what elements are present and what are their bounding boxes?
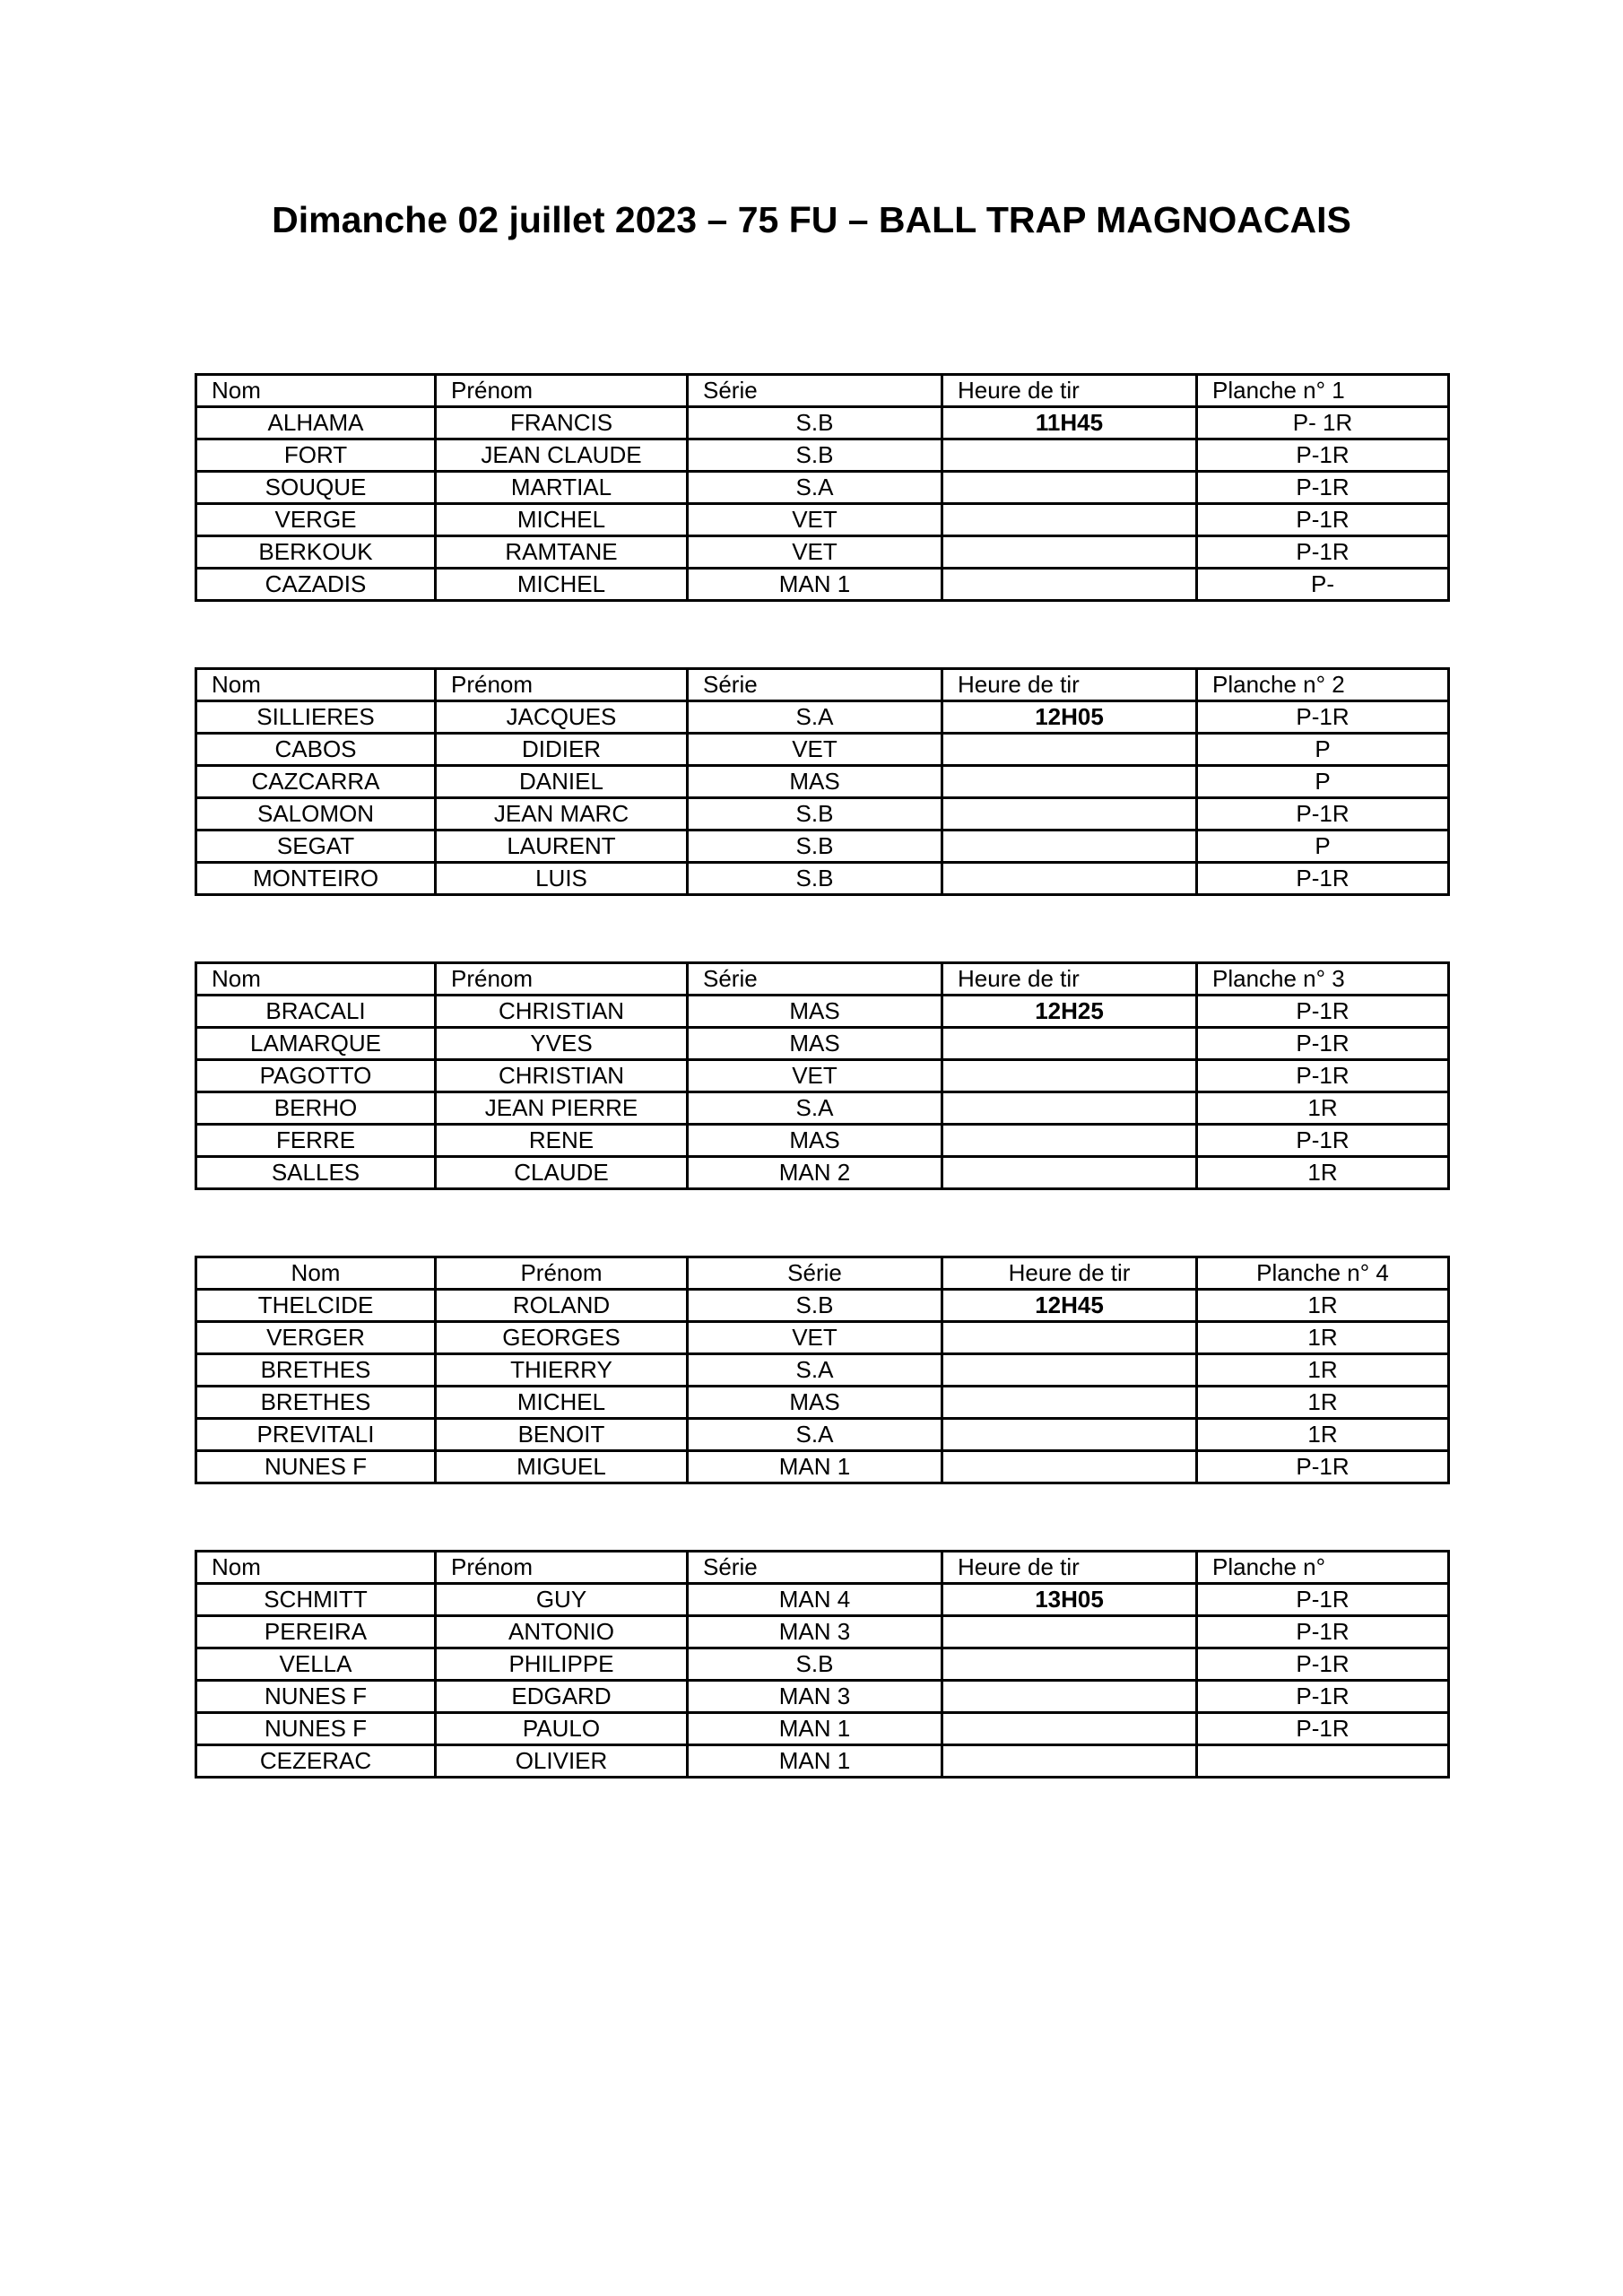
table-row — [196, 439, 1449, 472]
cell-prenom: GEORGES — [436, 1322, 688, 1354]
cell-prenom: JEAN MARC — [436, 798, 688, 831]
cell-planche: P-1R — [1197, 863, 1449, 895]
cell-prenom: YVES — [436, 1028, 688, 1060]
cell-nom: CEZERAC — [196, 1745, 436, 1778]
page-title: Dimanche 02 juillet 2023 – 75 FU – BALL TRAP MAGNOACAIS — [272, 199, 1351, 240]
planche-table-4 — [195, 1256, 1450, 1484]
cell-heure-de-tir — [942, 536, 1197, 569]
cell-prenom: JACQUES — [436, 701, 688, 734]
table-row — [196, 996, 1449, 1028]
header-heure-de-tir: Heure de tir — [942, 963, 1197, 996]
planche-table-3 — [195, 961, 1450, 1190]
header-planche: Planche n° — [1197, 1552, 1449, 1584]
cell-serie: S.B — [688, 407, 942, 439]
table-row — [196, 472, 1449, 504]
header-nom: Nom — [196, 1257, 436, 1290]
cell-nom: FERRE — [196, 1125, 436, 1157]
table-row — [196, 569, 1449, 601]
header-serie: Série — [688, 1552, 942, 1584]
table-row — [196, 1125, 1449, 1157]
cell-serie: VET — [688, 504, 942, 536]
cell-heure-de-tir: 12H45 — [942, 1290, 1197, 1322]
cell-prenom: EDGARD — [436, 1681, 688, 1713]
cell-heure-de-tir: 13H05 — [942, 1584, 1197, 1616]
cell-prenom: JEAN PIERRE — [436, 1092, 688, 1125]
cell-planche: P-1R — [1197, 1681, 1449, 1713]
cell-nom: PAGOTTO — [196, 1060, 436, 1092]
cell-heure-de-tir — [942, 766, 1197, 798]
cell-planche: 1R — [1197, 1157, 1449, 1189]
cell-planche: P-1R — [1197, 1125, 1449, 1157]
cell-planche: P-1R — [1197, 504, 1449, 536]
cell-prenom: FRANCIS — [436, 407, 688, 439]
planche-tables — [195, 373, 1447, 1844]
cell-heure-de-tir — [942, 504, 1197, 536]
table-row — [196, 1648, 1449, 1681]
cell-prenom: PAULO — [436, 1713, 688, 1745]
cell-serie: S.B — [688, 439, 942, 472]
cell-planche: P-1R — [1197, 1028, 1449, 1060]
cell-nom: SILLIERES — [196, 701, 436, 734]
cell-serie: S.A — [688, 1419, 942, 1451]
cell-prenom: OLIVIER — [436, 1745, 688, 1778]
header-serie: Série — [688, 669, 942, 701]
header-heure-de-tir: Heure de tir — [942, 1257, 1197, 1290]
cell-prenom: RENE — [436, 1125, 688, 1157]
cell-prenom: BENOIT — [436, 1419, 688, 1451]
cell-planche: P-1R — [1197, 1648, 1449, 1681]
table-row — [196, 504, 1449, 536]
cell-serie: S.A — [688, 1092, 942, 1125]
table-row — [196, 536, 1449, 569]
table-row — [196, 1713, 1449, 1745]
cell-nom: PEREIRA — [196, 1616, 436, 1648]
cell-prenom: MICHEL — [436, 504, 688, 536]
cell-planche — [1197, 1745, 1449, 1778]
cell-nom: BERHO — [196, 1092, 436, 1125]
cell-serie: MAN 3 — [688, 1681, 942, 1713]
cell-planche: P-1R — [1197, 798, 1449, 831]
cell-planche: P — [1197, 831, 1449, 863]
cell-planche: P-1R — [1197, 1713, 1449, 1745]
cell-serie: S.B — [688, 798, 942, 831]
header-heure-de-tir: Heure de tir — [942, 1552, 1197, 1584]
cell-prenom: CHRISTIAN — [436, 996, 688, 1028]
cell-nom: VERGE — [196, 504, 436, 536]
table-row — [196, 701, 1449, 734]
header-nom: Nom — [196, 669, 436, 701]
cell-nom: NUNES F — [196, 1681, 436, 1713]
cell-nom: LAMARQUE — [196, 1028, 436, 1060]
planche-table-5 — [195, 1550, 1450, 1779]
table-row — [196, 831, 1449, 863]
cell-serie: MAN 1 — [688, 1745, 942, 1778]
cell-serie: S.B — [688, 1290, 942, 1322]
cell-heure-de-tir: 11H45 — [942, 407, 1197, 439]
cell-planche: 1R — [1197, 1092, 1449, 1125]
cell-planche: P-1R — [1197, 1584, 1449, 1616]
cell-serie: S.B — [688, 831, 942, 863]
cell-planche: P- 1R — [1197, 407, 1449, 439]
cell-serie: MAS — [688, 1387, 942, 1419]
cell-planche: P-1R — [1197, 1616, 1449, 1648]
cell-planche: 1R — [1197, 1290, 1449, 1322]
table-row — [196, 1092, 1449, 1125]
cell-planche: P-1R — [1197, 1451, 1449, 1483]
cell-nom: SCHMITT — [196, 1584, 436, 1616]
cell-heure-de-tir — [942, 472, 1197, 504]
cell-planche: 1R — [1197, 1354, 1449, 1387]
table-row — [196, 1060, 1449, 1092]
cell-nom: NUNES F — [196, 1713, 436, 1745]
cell-nom: THELCIDE — [196, 1290, 436, 1322]
cell-prenom: MICHEL — [436, 1387, 688, 1419]
cell-nom: CABOS — [196, 734, 436, 766]
cell-heure-de-tir — [942, 439, 1197, 472]
cell-heure-de-tir: 12H05 — [942, 701, 1197, 734]
cell-nom: NUNES F — [196, 1451, 436, 1483]
header-heure-de-tir: Heure de tir — [942, 375, 1197, 407]
cell-nom: ALHAMA — [196, 407, 436, 439]
table-row — [196, 1290, 1449, 1322]
cell-heure-de-tir — [942, 1354, 1197, 1387]
table-header-row — [196, 1257, 1449, 1290]
cell-prenom: RAMTANE — [436, 536, 688, 569]
table-header-row — [196, 375, 1449, 407]
table-row — [196, 1681, 1449, 1713]
header-planche: Planche n° 3 — [1197, 963, 1449, 996]
cell-prenom: MARTIAL — [436, 472, 688, 504]
cell-nom: PREVITALI — [196, 1419, 436, 1451]
header-prenom: Prénom — [436, 669, 688, 701]
table-header-row — [196, 1552, 1449, 1584]
planche-table-1 — [195, 373, 1450, 602]
cell-planche: 1R — [1197, 1387, 1449, 1419]
cell-prenom: CHRISTIAN — [436, 1060, 688, 1092]
cell-heure-de-tir — [942, 1060, 1197, 1092]
cell-heure-de-tir — [942, 1419, 1197, 1451]
header-prenom: Prénom — [436, 375, 688, 407]
cell-nom: FORT — [196, 439, 436, 472]
cell-planche: 1R — [1197, 1322, 1449, 1354]
cell-serie: S.A — [688, 1354, 942, 1387]
cell-heure-de-tir — [942, 1092, 1197, 1125]
cell-serie: MAN 3 — [688, 1616, 942, 1648]
cell-prenom: ROLAND — [436, 1290, 688, 1322]
cell-serie: S.B — [688, 1648, 942, 1681]
cell-heure-de-tir — [942, 1157, 1197, 1189]
cell-serie: VET — [688, 734, 942, 766]
cell-prenom: LUIS — [436, 863, 688, 895]
cell-nom: VELLA — [196, 1648, 436, 1681]
cell-heure-de-tir — [942, 1322, 1197, 1354]
cell-prenom: ANTONIO — [436, 1616, 688, 1648]
cell-prenom: CLAUDE — [436, 1157, 688, 1189]
table-row — [196, 1745, 1449, 1778]
cell-nom: BRETHES — [196, 1387, 436, 1419]
cell-planche: P-1R — [1197, 536, 1449, 569]
cell-nom: SEGAT — [196, 831, 436, 863]
header-nom: Nom — [196, 1552, 436, 1584]
header-planche: Planche n° 4 — [1197, 1257, 1449, 1290]
cell-prenom: DANIEL — [436, 766, 688, 798]
planche-table-2 — [195, 667, 1450, 896]
cell-heure-de-tir — [942, 1387, 1197, 1419]
cell-planche: 1R — [1197, 1419, 1449, 1451]
table-row — [196, 1354, 1449, 1387]
cell-prenom: MIGUEL — [436, 1451, 688, 1483]
cell-planche: P-1R — [1197, 996, 1449, 1028]
cell-serie: VET — [688, 536, 942, 569]
cell-prenom: MICHEL — [436, 569, 688, 601]
cell-nom: CAZCARRA — [196, 766, 436, 798]
table-header-row — [196, 963, 1449, 996]
header-prenom: Prénom — [436, 1257, 688, 1290]
cell-heure-de-tir — [942, 569, 1197, 601]
header-planche: Planche n° 1 — [1197, 375, 1449, 407]
cell-serie: MAN 1 — [688, 569, 942, 601]
cell-serie: VET — [688, 1060, 942, 1092]
cell-serie: MAS — [688, 1028, 942, 1060]
cell-heure-de-tir — [942, 1616, 1197, 1648]
table-row — [196, 1157, 1449, 1189]
cell-prenom: LAURENT — [436, 831, 688, 863]
cell-serie: S.A — [688, 472, 942, 504]
cell-planche: P-1R — [1197, 472, 1449, 504]
table-row — [196, 1322, 1449, 1354]
cell-serie: MAS — [688, 1125, 942, 1157]
cell-prenom: GUY — [436, 1584, 688, 1616]
cell-heure-de-tir — [942, 1681, 1197, 1713]
cell-nom: BRACALI — [196, 996, 436, 1028]
cell-prenom: DIDIER — [436, 734, 688, 766]
header-serie: Série — [688, 1257, 942, 1290]
table-row — [196, 1387, 1449, 1419]
header-serie: Série — [688, 375, 942, 407]
cell-heure-de-tir — [942, 863, 1197, 895]
cell-prenom: PHILIPPE — [436, 1648, 688, 1681]
table-row — [196, 734, 1449, 766]
cell-heure-de-tir — [942, 831, 1197, 863]
cell-heure-de-tir — [942, 1745, 1197, 1778]
cell-heure-de-tir — [942, 1028, 1197, 1060]
cell-heure-de-tir — [942, 798, 1197, 831]
cell-serie: MAN 4 — [688, 1584, 942, 1616]
cell-nom: CAZADIS — [196, 569, 436, 601]
table-row — [196, 1584, 1449, 1616]
cell-nom: SALLES — [196, 1157, 436, 1189]
cell-nom: SOUQUE — [196, 472, 436, 504]
table-row — [196, 1419, 1449, 1451]
table-row — [196, 1028, 1449, 1060]
cell-nom: VERGER — [196, 1322, 436, 1354]
cell-planche: P — [1197, 734, 1449, 766]
table-row — [196, 1616, 1449, 1648]
header-nom: Nom — [196, 963, 436, 996]
cell-nom: MONTEIRO — [196, 863, 436, 895]
cell-serie: S.A — [688, 701, 942, 734]
cell-heure-de-tir — [942, 1648, 1197, 1681]
cell-prenom: THIERRY — [436, 1354, 688, 1387]
header-planche: Planche n° 2 — [1197, 669, 1449, 701]
table-row — [196, 798, 1449, 831]
cell-serie: VET — [688, 1322, 942, 1354]
cell-serie: S.B — [688, 863, 942, 895]
header-serie: Série — [688, 963, 942, 996]
header-prenom: Prénom — [436, 963, 688, 996]
cell-planche: P-1R — [1197, 1060, 1449, 1092]
cell-serie: MAN 1 — [688, 1451, 942, 1483]
header-nom: Nom — [196, 375, 436, 407]
cell-heure-de-tir — [942, 1125, 1197, 1157]
header-prenom: Prénom — [436, 1552, 688, 1584]
cell-planche: P- — [1197, 569, 1449, 601]
cell-nom: BRETHES — [196, 1354, 436, 1387]
cell-heure-de-tir — [942, 1713, 1197, 1745]
cell-heure-de-tir: 12H25 — [942, 996, 1197, 1028]
header-heure-de-tir: Heure de tir — [942, 669, 1197, 701]
cell-planche: P-1R — [1197, 439, 1449, 472]
cell-nom: BERKOUK — [196, 536, 436, 569]
table-row — [196, 766, 1449, 798]
cell-serie: MAN 2 — [688, 1157, 942, 1189]
cell-planche: P-1R — [1197, 701, 1449, 734]
cell-prenom: JEAN CLAUDE — [436, 439, 688, 472]
table-header-row — [196, 669, 1449, 701]
cell-heure-de-tir — [942, 1451, 1197, 1483]
table-row — [196, 407, 1449, 439]
cell-serie: MAS — [688, 766, 942, 798]
table-row — [196, 1451, 1449, 1483]
cell-planche: P — [1197, 766, 1449, 798]
table-row — [196, 863, 1449, 895]
cell-serie: MAS — [688, 996, 942, 1028]
cell-nom: SALOMON — [196, 798, 436, 831]
cell-serie: MAN 1 — [688, 1713, 942, 1745]
cell-heure-de-tir — [942, 734, 1197, 766]
